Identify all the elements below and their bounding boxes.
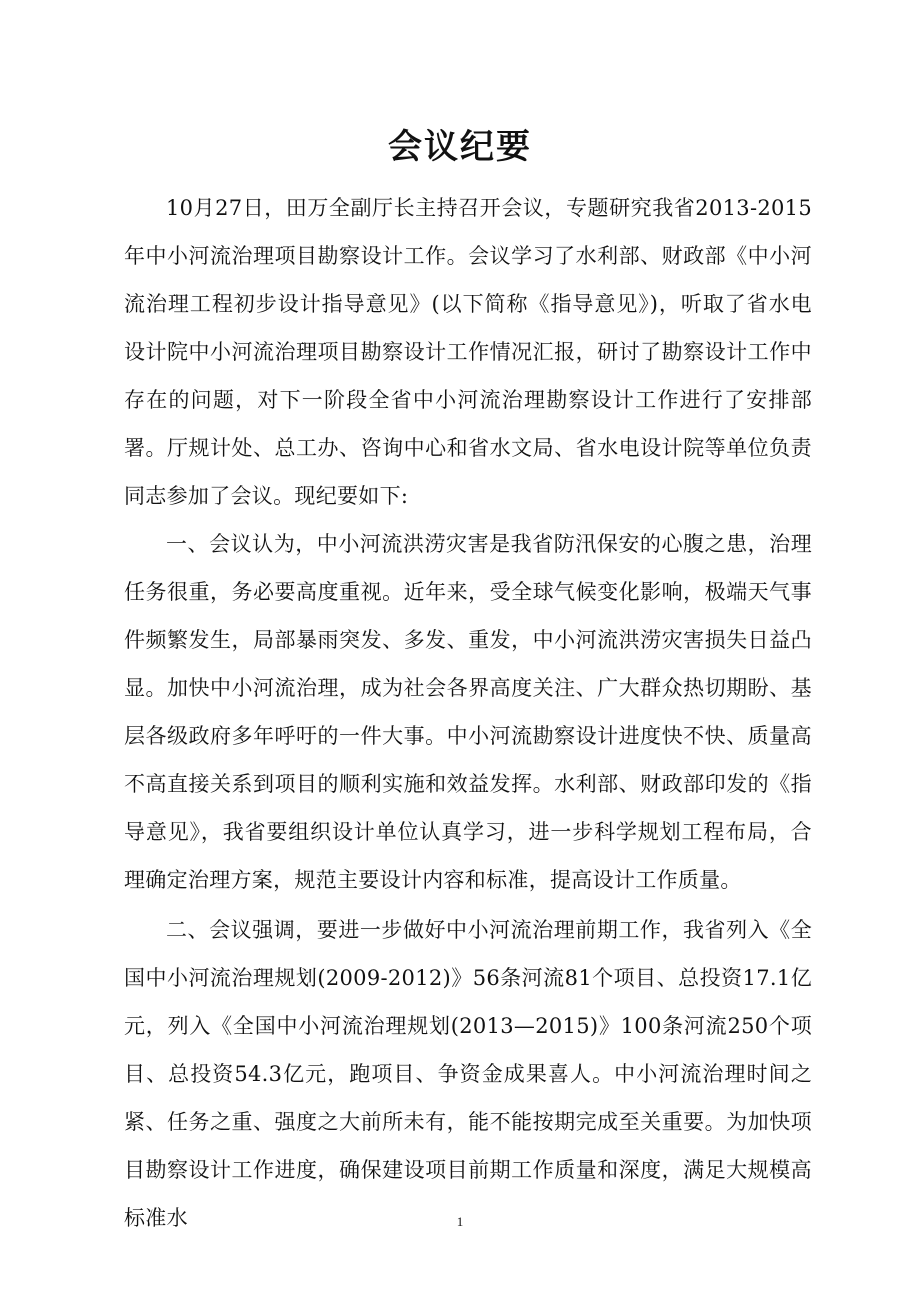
paragraph-intro: 10月27日，田万全副厅长主持召开会议，专题研究我省2013-2015年中小河流治理项目勘察设计工作。会议学习了水利部、财政部《中小河流治理工程初步设计指导意见》(以下简称《指导意见》)，听取了省水电设计院中小河流治理项目勘察设计工作情况汇报，研讨了勘察设计工作中存在的问题，对下一阶段全省中小河流治理勘察设计工作进行了安排部署。厅规计处、总工办、咨询中心和省水文局、省水电设计院等单位负责同志参加了会议。现纪要如下: — [124, 196, 812, 508]
paragraph-section-two: 二、会议强调，要进一步做好中小河流治理前期工作，我省列入《全国中小河流治理规划(2009-2012)》56条河流81个项目、总投资17.1亿元，列入《全国中小河流治理规划(2013—2015)》100条河流250个项目、总投资54.3亿元，跑项目、争资金成果喜人。中小河流治理时间之紧、任务之重、强度之大前所未有，能不能按期完成至关重要。为加快项目勘察设计工作进度，确保建设项目前期工作质量和深度，满足大规模高标准水 — [124, 918, 812, 1230]
document-title: 会议纪要 — [388, 127, 532, 167]
page-number: 1 — [456, 1214, 464, 1229]
document-body — [124, 184, 812, 1242]
paragraph-section-one: 一、会议认为，中小河流洪涝灾害是我省防汛保安的心腹之患，治理任务很重，务必要高度重视。近年来，受全球气候变化影响，极端天气事件频繁发生，局部暴雨突发、多发、重发，中小河流洪涝灾害损失日益凸显。加快中小河流治理，成为社会各界高度关注、广大群众热切期盼、基层各级政府多年呼吁的一件大事。中小河流勘察设计进度快不快、质量高不高直接关系到项目的顺利实施和效益发挥。水利部、财政部印发的《指导意见》，我省要组织设计单位认真学习，进一步科学规划工程布局，合理确定治理方案，规范主要设计内容和标准，提高设计工作质量。 — [124, 532, 812, 892]
